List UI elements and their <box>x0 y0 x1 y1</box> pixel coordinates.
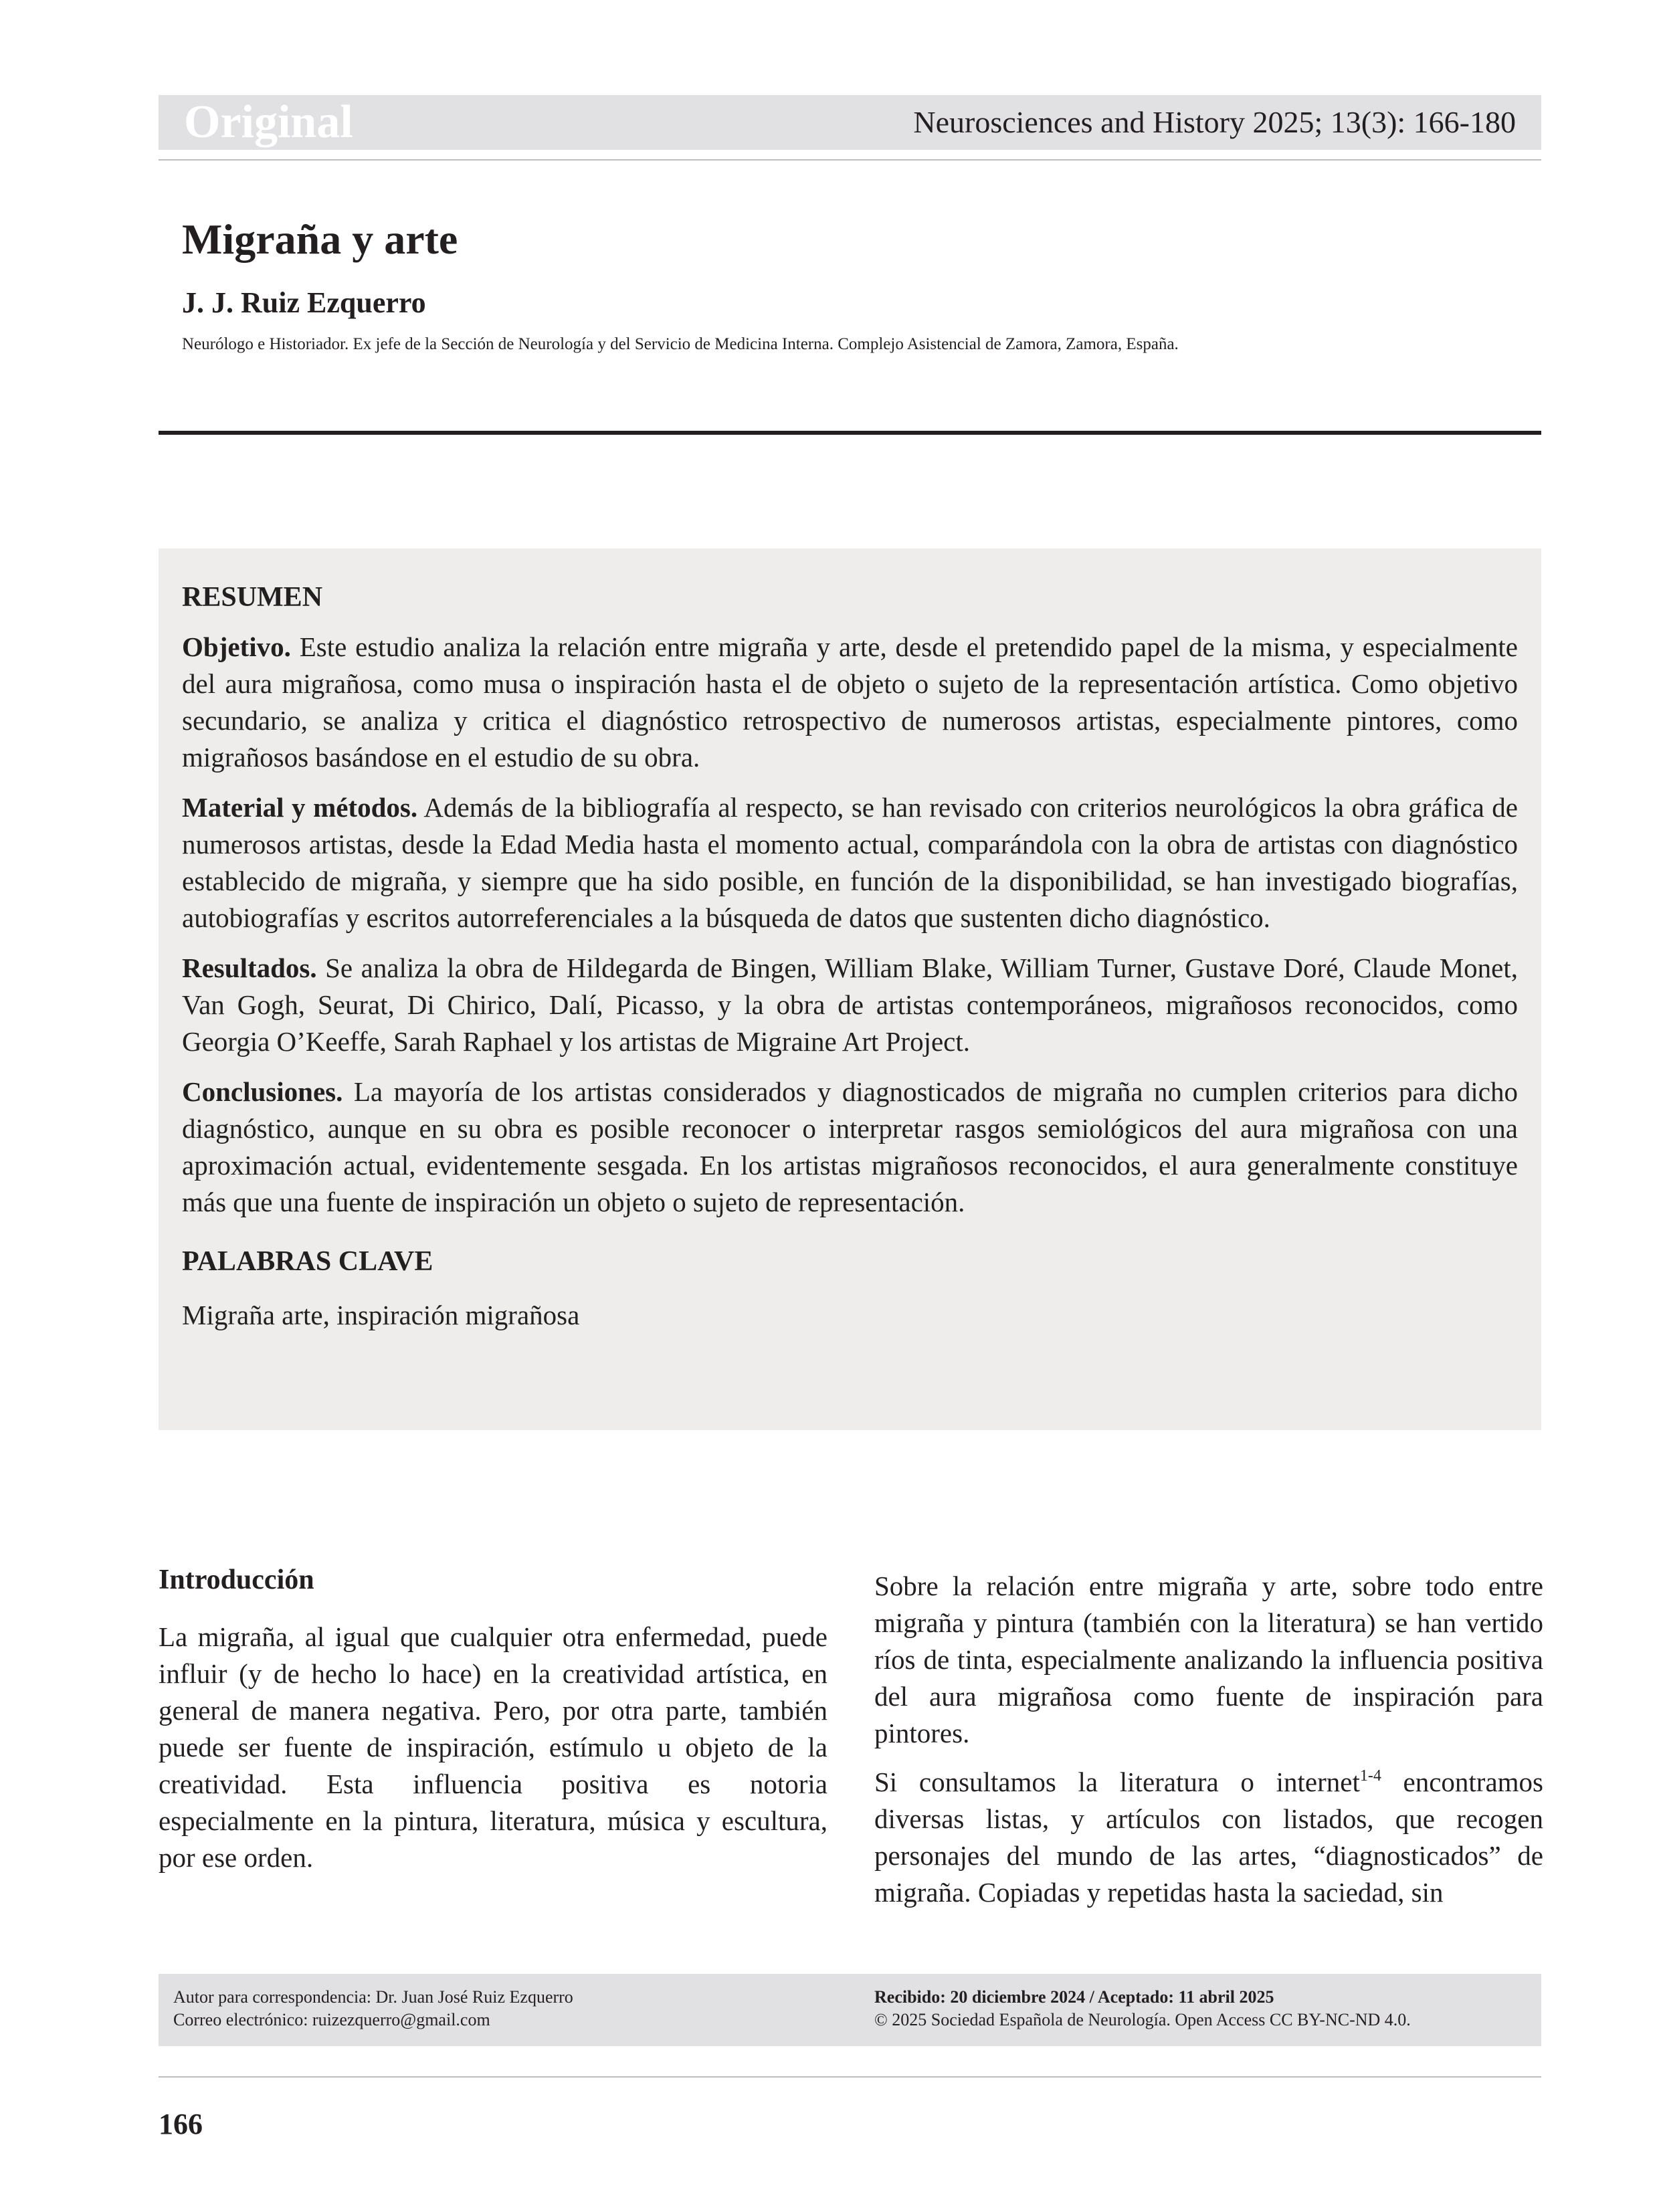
author-affiliation: Neurólogo e Historiador. Ex jefe de la Sección de Neurología y del Servicio de Medicina Interna. Complejo Asistencial de Zamora, Zamora, España. <box>182 335 1179 353</box>
body-column-left <box>159 1561 827 1888</box>
abstract-objective <box>182 629 1518 776</box>
abstract-box <box>159 548 1541 1430</box>
body-text: encontramos diversas listas, y artículos con listados, que recogen personajes del mundo de las artes, “diagnosticados” de migraña. Copiadas y repetidas hasta la saciedad, sin <box>874 1767 1544 1908</box>
abstract-label: Resultados. <box>182 952 317 983</box>
correspondence-footer <box>159 1974 1541 2046</box>
abstract-label: Material y métodos. <box>182 792 418 823</box>
correspondence-author: Autor para correspondencia: Dr. Juan José Ruiz Ezquerro <box>173 1987 573 2007</box>
correspondence-info <box>173 1986 573 2031</box>
correspondence-email: Correo electrónico: ruizezquerro@gmail.com <box>173 2010 490 2029</box>
introduction-heading: Introducción <box>159 1565 314 1595</box>
keywords-list: Migraña arte, inspiración migrañosa <box>182 1300 580 1330</box>
publication-info <box>874 1986 1411 2031</box>
section-label: Original <box>184 96 353 148</box>
received-accepted-dates: Recibido: 20 diciembre 2024 / Aceptado: 11 abril 2025 <box>874 1987 1274 2007</box>
body-paragraph: La migraña, al igual que cualquier otra enfermedad, puede influir (y de hecho lo hace) en la creatividad artística, en general de manera negativa. Pero, por otra parte, también puede ser fuente de inspiración, estímulo u objeto de la creatividad. Esta influencia positiva es notoria especialmente en la pintura, literatura, música y escultura, por ese orden. <box>159 1621 827 1873</box>
abstract-text: Este estudio analiza la relación entre migraña y arte, desde el pretendido papel de la misma, y especialmente del aura migrañosa, como musa o inspiración hasta el de objeto o sujeto de la representación artística. Como objetivo secundario, se analiza y critica el diagnóstico retrospectivo de numerosos artistas, especialmente pintores, como migrañosos basándose en el estudio de su obra. <box>182 631 1518 773</box>
abstract-label: Conclusiones. <box>182 1076 343 1107</box>
abstract-methods <box>182 789 1518 936</box>
abstract-heading: RESUMEN <box>182 582 323 613</box>
abstract-results <box>182 950 1518 1060</box>
article-author: J. J. Ruiz Ezquerro <box>182 286 426 319</box>
journal-header-bar <box>159 95 1541 150</box>
title-divider <box>159 431 1541 435</box>
body-paragraph <box>874 1764 1543 1911</box>
footer-divider <box>159 2076 1541 2078</box>
abstract-conclusions <box>182 1074 1518 1221</box>
page-number: 166 <box>159 2108 203 2140</box>
abstract-label: Objetivo. <box>182 631 291 662</box>
body-paragraph: Sobre la relación entre migraña y arte, sobre todo entre migraña y pintura (también con la literatura) se han vertido ríos de tinta, especialmente analizando la influencia positiva del aura migrañosa como fuente de inspiración para pintores. <box>874 1571 1543 1748</box>
header-divider <box>159 159 1541 161</box>
article-title: Migraña y arte <box>182 215 458 263</box>
body-text: Si consultamos la literatura o internet <box>874 1767 1360 1797</box>
body-column-right <box>874 1568 1543 1923</box>
abstract-text: Se analiza la obra de Hildegarda de Bingen, William Blake, William Turner, Gustave Doré, Claude Monet, Van Gogh, Seurat, Di Chirico, Dalí, Picasso, y la obra de artistas contemporáneos, migrañosos reconocidos, como Georgia O’Keeffe, Sarah Raphael y los artistas de Migraine Art Project. <box>182 952 1518 1057</box>
abstract-text: Además de la bibliografía al respecto, se han revisado con criterios neurológicos la obra gráfica de numerosos artistas, desde la Edad Media hasta el momento actual, comparándola con la obra de artistas con diagnóstico establecido de migraña, y siempre que ha sido posible, en función de la disponibilidad, se han investigado biografías, autobiografías y escritos autorreferenciales a la búsqueda de datos que sustenten dicho diagnóstico. <box>182 792 1518 933</box>
journal-citation: Neurosciences and History 2025; 13(3): 166-180 <box>913 105 1516 139</box>
license-notice: © 2025 Sociedad Española de Neurología. Open Access CC BY-NC-ND 4.0. <box>874 2010 1411 2029</box>
keywords-heading: PALABRAS CLAVE <box>182 1246 433 1277</box>
citation-reference[interactable]: 1-4 <box>1359 1767 1381 1785</box>
abstract-text: La mayoría de los artistas considerados y diagnosticados de migraña no cumplen criterios para dicho diagnóstico, aunque en su obra es posible reconocer o interpretar rasgos semiológicos del aura migrañosa con una aproximación actual, evidentemente sesgada. En los artistas migrañosos reconocidos, el aura generalmente constituye más que una fuente de inspiración un objeto o sujeto de representación. <box>182 1076 1518 1217</box>
